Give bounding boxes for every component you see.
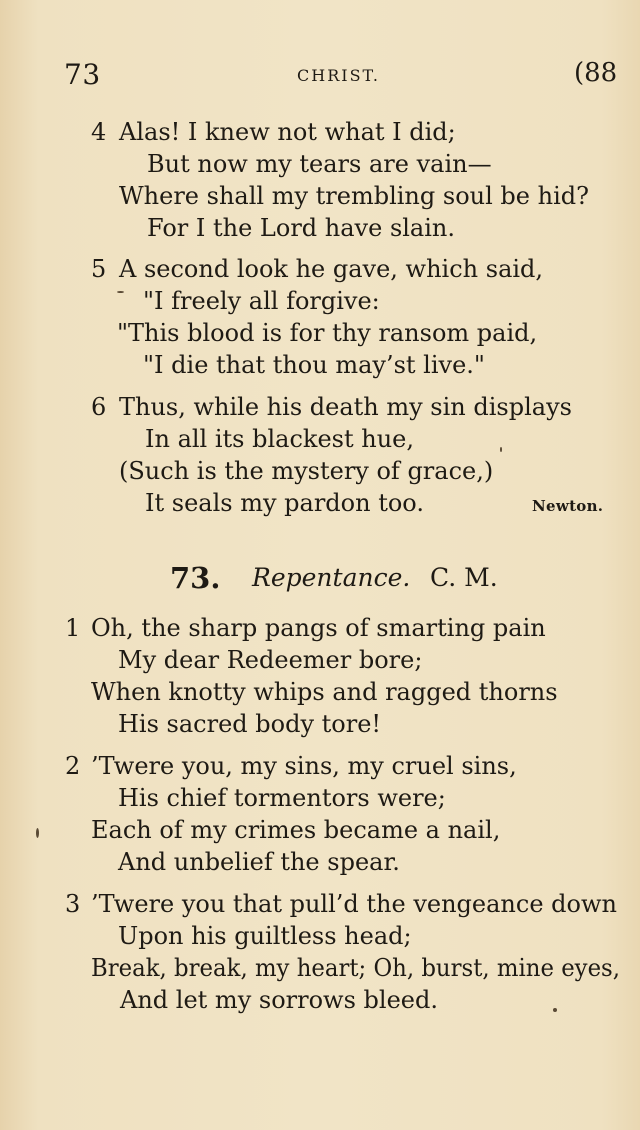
verse-line: "This blood is for thy ransom paid,	[117, 319, 538, 347]
page-header	[0, 58, 640, 94]
paper-speck	[117, 291, 124, 293]
verse-line: When knotty whips and ragged thorns	[91, 678, 558, 706]
paper-speck	[553, 1008, 557, 1012]
stanza-number: 5	[91, 255, 107, 283]
stanza-number: 2	[65, 752, 81, 780]
verse-line: It seals my pardon too.	[145, 489, 424, 517]
hymn-heading	[170, 561, 590, 595]
hymn-meter: C. M.	[430, 563, 498, 592]
stanza-number: 1	[65, 614, 81, 642]
verse-line: For I the Lord have slain.	[147, 214, 456, 242]
verse-line: "I die that thou may’st live."	[143, 351, 485, 379]
verse-line: Upon his guiltless head;	[118, 922, 412, 950]
paper-speck	[36, 828, 39, 838]
verse-line: In all its blackest hue,	[145, 425, 414, 453]
verse-line: Thus, while his death my sin displays	[119, 393, 572, 421]
verse-line: A second look he gave, which said,	[119, 255, 544, 283]
page-number: 73	[64, 58, 101, 91]
verse-line: And let my sorrows bleed.	[120, 986, 438, 1014]
stanza-number: 3	[65, 890, 81, 918]
verse-line: His chief tormentors were;	[118, 784, 446, 812]
verse-line: ’Twere you, my sins, my cruel sins,	[91, 752, 517, 780]
verse-line: "I freely all forgive:	[143, 287, 380, 315]
verse-line: My dear Redeemer bore;	[118, 646, 423, 674]
verse-line: But now my tears are vain—	[147, 150, 492, 178]
stanza-number: 6	[91, 393, 107, 421]
running-title: CHRIST.	[297, 66, 380, 85]
verse-line: (Such is the mystery of grace,)	[119, 457, 494, 485]
verse-line: Each of my crimes became a nail,	[91, 816, 501, 844]
hymn-number: 73.	[170, 561, 221, 595]
hymn-title: Repentance.	[252, 563, 411, 592]
verse-line: Where shall my trembling soul be hid?	[119, 182, 589, 210]
paper-speck	[500, 447, 502, 452]
hymn-reference: (88	[574, 58, 618, 88]
author-attribution: Newton.	[532, 497, 604, 515]
verse-line: ’Twere you that pull’d the vengeance down	[91, 890, 617, 918]
verse-line: And unbelief the spear.	[118, 848, 400, 876]
verse-line: Oh, the sharp pangs of smarting pain	[91, 614, 546, 642]
verse-line: Alas! I knew not what I did;	[119, 118, 456, 146]
stanza-number: 4	[91, 118, 107, 146]
verse-line: His sacred body tore!	[118, 710, 382, 738]
verse-line: Break, break, my heart; Oh, burst, mine eyes,	[91, 954, 621, 982]
